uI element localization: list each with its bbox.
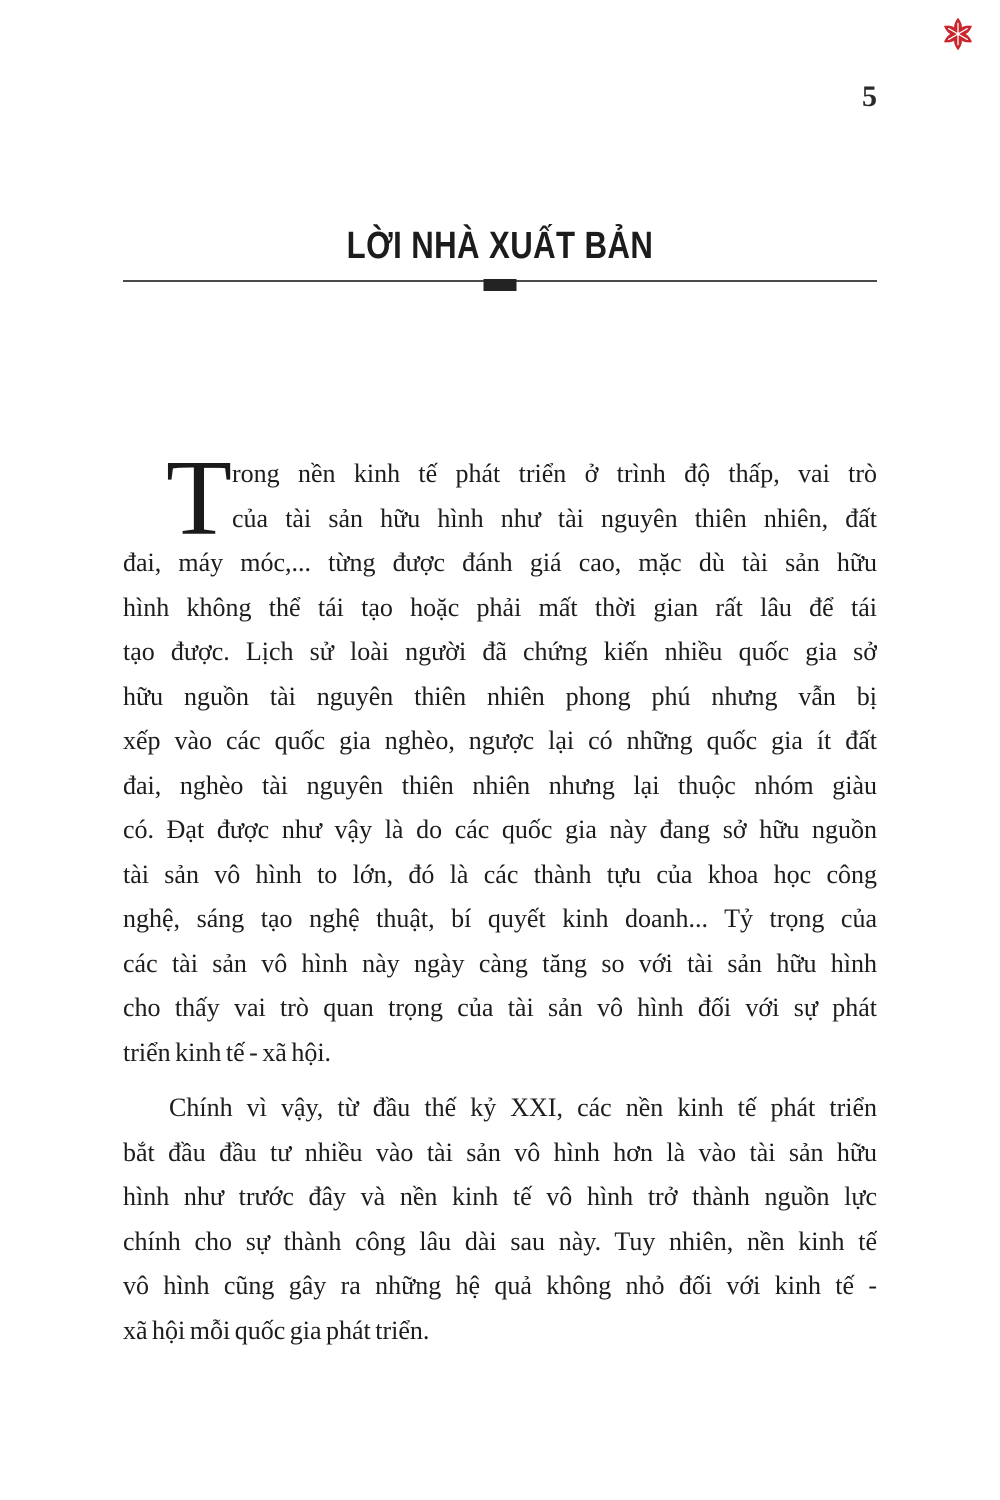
drop-cap <box>166 439 232 558</box>
text-line: của tài sản hữu hình như tài nguyên thiên nhiên, đất <box>232 503 877 533</box>
text-line: xếp vào các quốc gia nghèo, ngược lại có những quốc gia ít đất <box>123 726 877 755</box>
chapter-header <box>123 226 877 296</box>
text-line: xã hội mỗi quốc gia phát triển. <box>123 1315 430 1345</box>
text-line: chính cho sự thành công lâu dài sau này. Tuy nhiên, nền kinh tế <box>123 1226 877 1256</box>
flower-asterisk-icon <box>940 15 976 53</box>
text-line: hình không thể tái tạo hoặc phải mất thời gian rất lâu để tái <box>123 592 877 622</box>
drop-cap-letter: T <box>166 439 232 558</box>
text-line: bắt đầu đầu tư nhiều vào tài sản vô hình hơn là vào tài sản hữu <box>123 1137 877 1167</box>
title-divider <box>123 280 877 296</box>
text-line: Chính vì vậy, từ đầu thế kỷ XXI, các nền kinh tế phát triển <box>169 1093 877 1122</box>
text-line: đai, nghèo tài nguyên thiên nhiên nhưng lại thuộc nhóm giàu <box>123 770 877 800</box>
text-line: nghệ, sáng tạo nghệ thuật, bí quyết kinh doanh... Tỷ trọng của <box>123 904 877 933</box>
text-line: vô hình cũng gây ra những hệ quả không nhỏ đối với kinh tế - <box>123 1271 877 1300</box>
text-line: tạo được. Lịch sử loài người đã chứng kiến nhiều quốc gia sở <box>123 637 877 666</box>
text-line: cho thấy vai trò quan trọng của tài sản vô hình đối với sự phát <box>123 993 877 1022</box>
text-line: rong nền kinh tế phát triển ở trình độ thấp, vai trò <box>232 459 877 488</box>
paragraph-2 <box>123 1086 877 1353</box>
text-line: có. Đạt được như vậy là do các quốc gia này đang sở hữu nguồn <box>123 815 877 844</box>
text-line: hữu nguồn tài nguyên thiên nhiên phong phú nhưng vẫn bị <box>123 681 877 711</box>
divider-center-block <box>484 279 517 291</box>
text-line: hình như trước đây và nền kinh tế vô hình trở thành nguồn lực <box>123 1182 877 1211</box>
chapter-title: LỜI NHÀ XUẤT BẢN <box>346 225 654 267</box>
text-line: triển kinh tế - xã hội. <box>123 1037 332 1067</box>
page-number: 5 <box>862 80 877 113</box>
paragraph-1-head <box>166 439 877 558</box>
paragraph-1 <box>123 439 877 1075</box>
paragraph-1-head-lines <box>232 452 877 541</box>
text-line: các tài sản vô hình này ngày càng tăng so với tài sản hữu hình <box>123 948 877 978</box>
text-line: tài sản vô hình to lớn, đó là các thành tựu của khoa học công <box>123 859 877 889</box>
body-text <box>123 439 877 1353</box>
text-line: đai, máy móc,... từng được đánh giá cao, mặc dù tài sản hữu <box>123 548 877 577</box>
